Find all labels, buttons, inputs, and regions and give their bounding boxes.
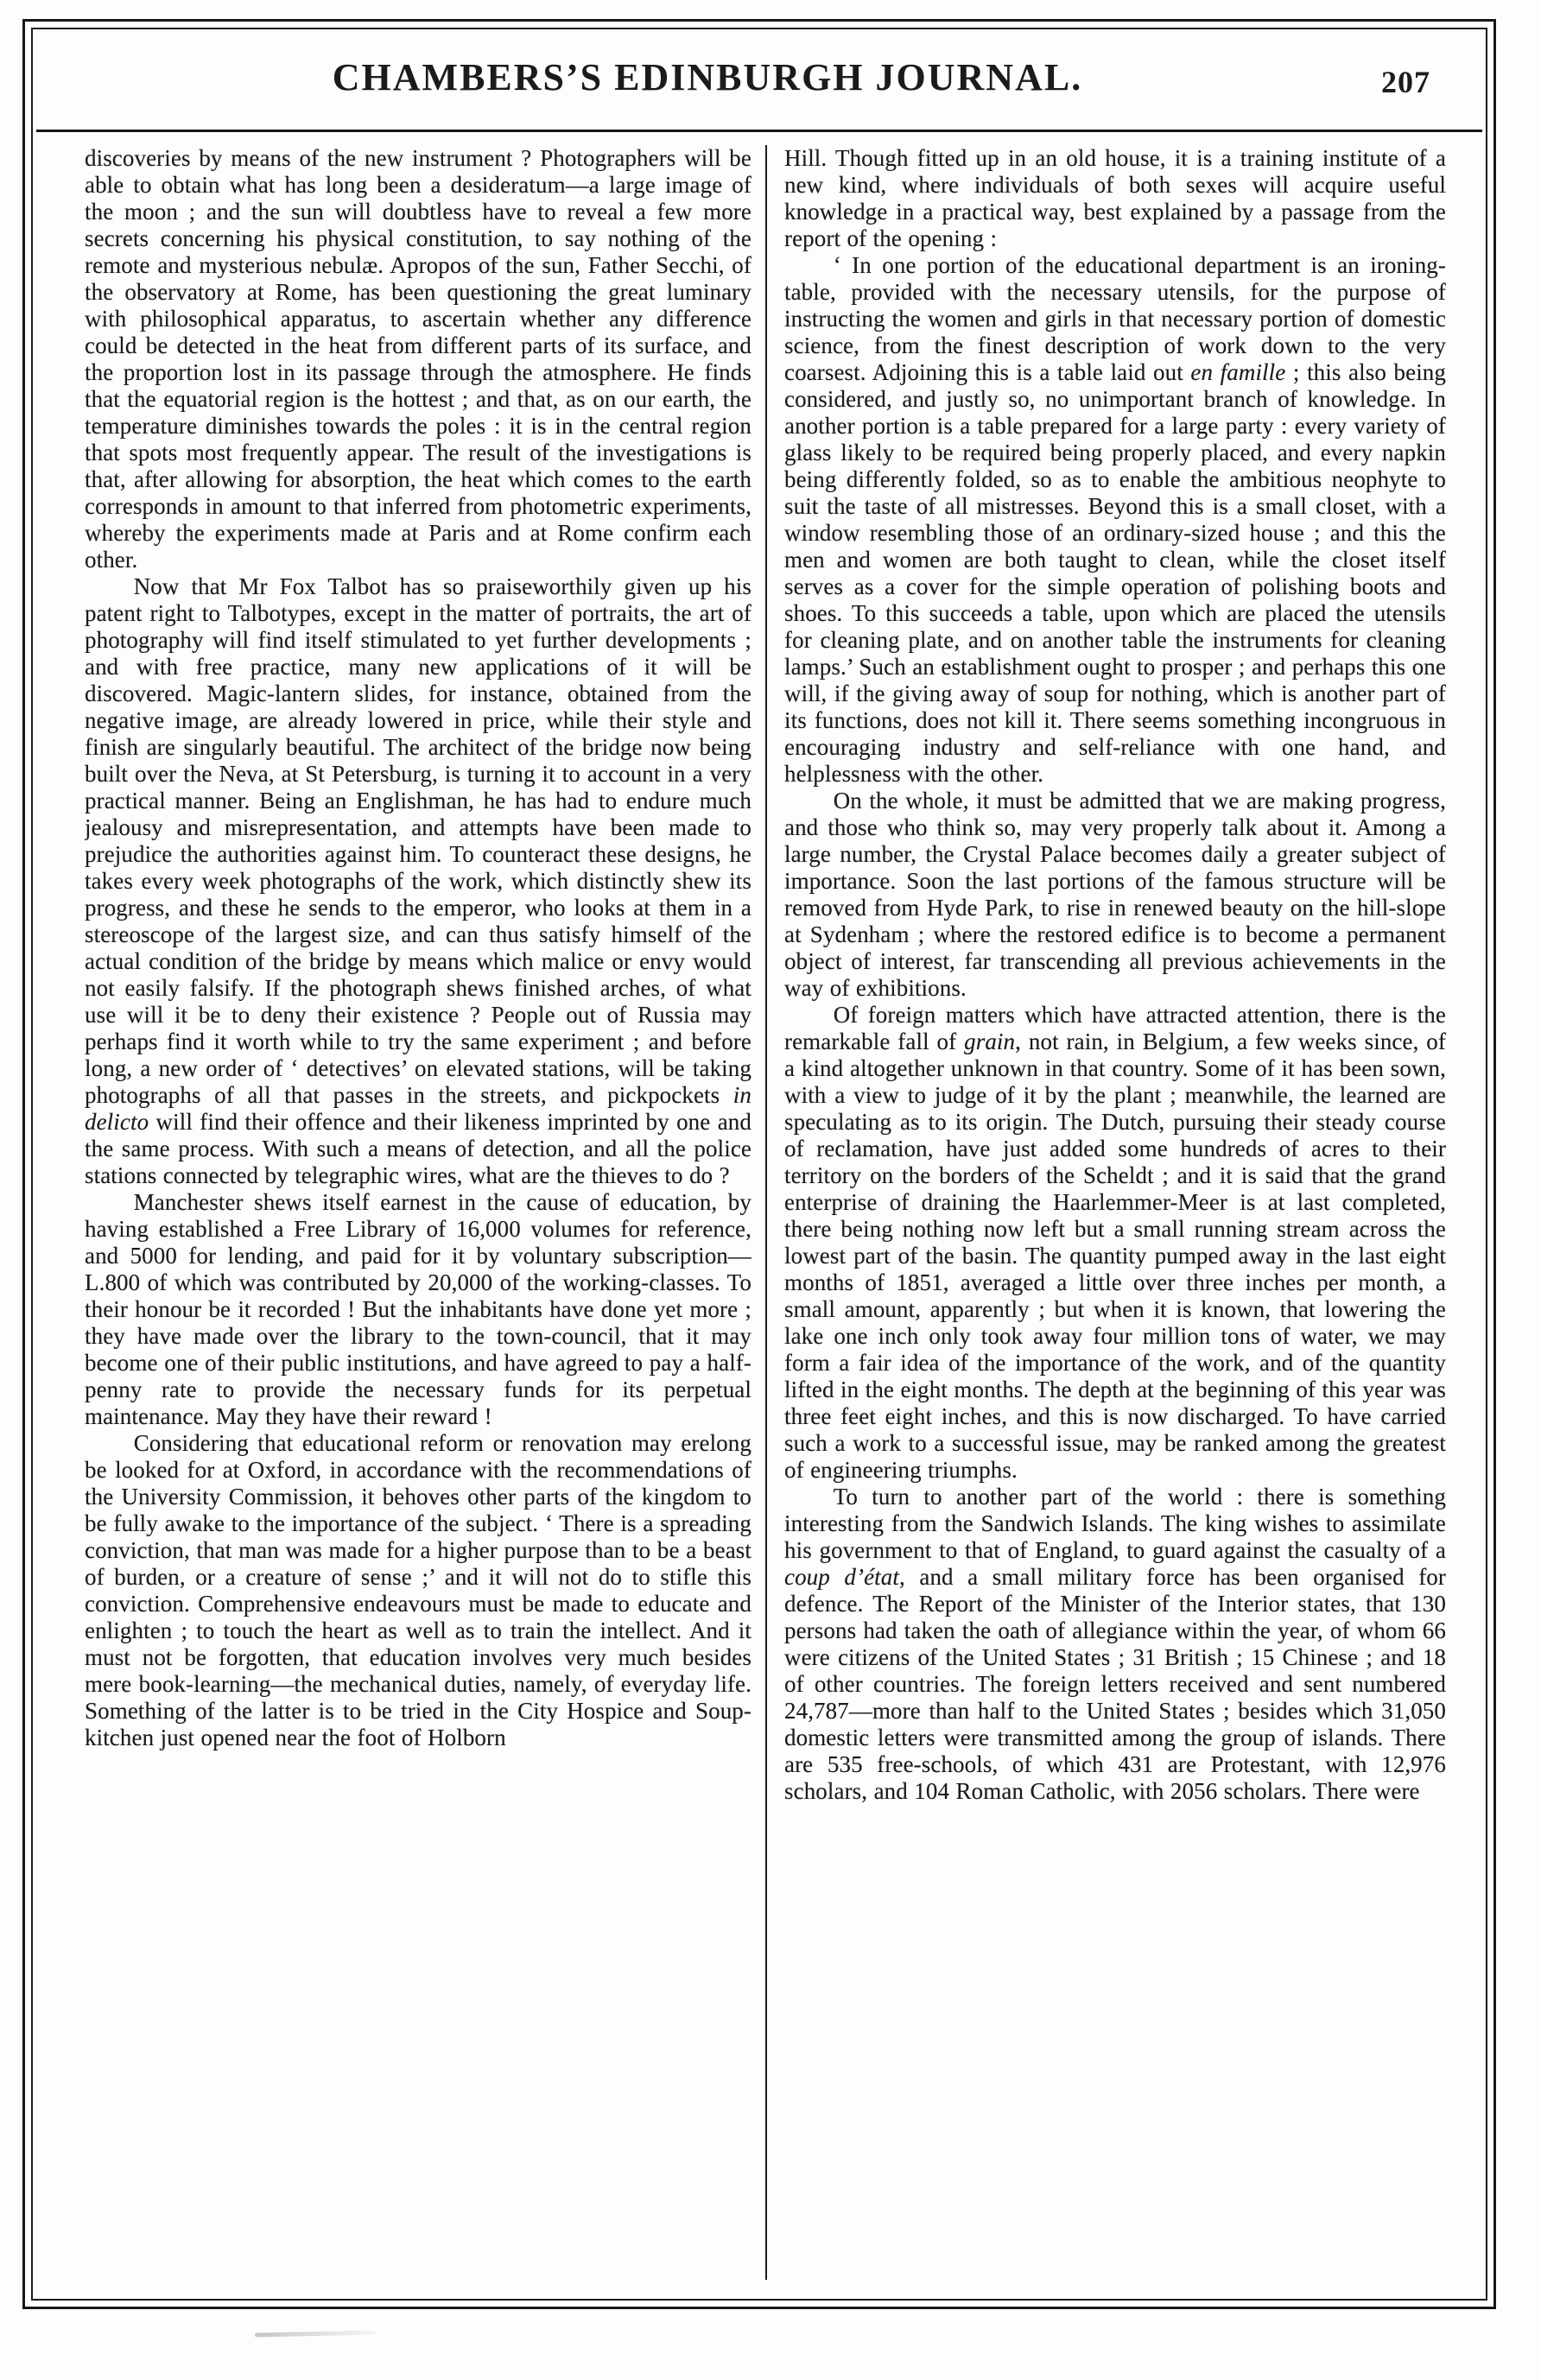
right-column <box>784 145 1446 2280</box>
page-inner <box>33 29 1486 2299</box>
text-segment: will find their offence and their likeness imprinted by one and the same process. With such a means of detection, and all the police stations connected by telegraphic wires, what are the thieves to do ? <box>85 1109 751 1188</box>
left-column <box>85 145 751 2280</box>
paragraph <box>85 1430 751 1751</box>
italic-text-segment: grain <box>964 1029 1016 1054</box>
text-segment: discoveries by means of the new instrument ? Photographers will be able to obtain what has long been a desideratum—a large image of the moon ; and the sun will doubtless have to reveal a few more secrets concerning his physical constitution, to say nothing of the remote and mysterious nebulæ. Apropos of the sun, Father Secchi, of the observatory at Rome, has been questioning the great luminary with philosophical apparatus, to ascertain whether any difference could be detected in the heat from different parts of its surface, and the proportion lost in its passage through the atmosphere. He finds that the equatorial region is the hottest ; and that, as on our earth, the temperature diminishes towards the poles : it is in the central region that spots most frequently appear. The result of the investigations is that, after allowing for absorption, the heat which comes to the earth corresponds in amount to that inferred from photometric experiments, whereby the experiments made at Paris and at Rome confirm each other. <box>85 145 751 573</box>
text-segment: Now that Mr Fox Talbot has so praiseworthily given up his patent right to Talbotypes, except in the matter of portraits, the art of photography will find itself stimulated to yet further developments ; and with free practice, many new applications of it will be discovered. Magic-lantern slides, for instance, obtained from the negative image, are already lowered in price, while their style and finish are singularly beautiful. The architect of the bridge now being built over the Neva, at St Petersburg, is turning it to account in a very practical manner. Being an Englishman, he has had to endure much jealousy and misrepresentation, and attempts have been made to prejudice the authorities against him. To counteract these designs, he takes every week photographs of the work, which distinctly shew its progress, and these he sends to the emperor, who looks at them in a stereoscope of the largest size, and can thus satisfy himself of the actual condition of the bridge by means which malice or envy would not easily falsify. If the photograph shews finished arches, of what use will it be to deny their existence ? People out of Russia may perhaps find it worth while to try the same experiment ; and before long, a new order of ‘ detectives’ on elevated stations, will be taking photographs of all that passes in the streets, and pickpockets <box>85 573 751 1108</box>
page-number: 207 <box>1381 65 1430 99</box>
text-columns <box>85 145 1446 2280</box>
paragraph <box>85 145 751 573</box>
italic-text-segment: in delicto <box>85 1082 751 1135</box>
paragraph <box>85 1189 751 1430</box>
text-segment: ; this also being considered, and justly so, no unimportant branch of knowledge. In another portion is a table prepared for a large party : every variety of glass likely to be required being properly placed, and every napkin being differently folded, so as to enable the ambitious neophyte to suit the taste of all mistresses. Beyond this is a small closet, with a window resembling those of an ordinary-sized house ; and this the men and women are both taught to clean, while the closet itself serves as a cover for the simple operation of polishing boots and shoes. To this succeeds a table, upon which are placed the utensils for cleaning plate, and on another table the instruments for cleaning lamps.’ Such an establishment ought to prosper ; and perhaps this one will, if the giving away of soup for nothing, which is another part of its functions, does not kill it. There seems something incongruous in encouraging industry and self-reliance with one hand, and helplessness with the other. <box>784 359 1446 787</box>
page-frame <box>22 19 1496 2309</box>
text-segment: Hill. Though fitted up in an old house, it is a training institute of a new kind, where individuals of both sexes will acquire useful knowledge in a practical way, best explained by a passage from the report of the opening : <box>784 145 1446 251</box>
paragraph <box>85 573 751 1189</box>
header-rule <box>36 130 1482 132</box>
scan-smudge <box>255 2331 376 2338</box>
text-segment: Manchester shews itself earnest in the cause of education, by having established a Free Library of 16,000 volumes for reference, and 5000 for lending, and paid for it by voluntary subscription—L.800 of which was contributed by 20,000 of the working-classes. To their honour be it recorded ! But the inhabitants have done yet more ; they have made over the library to the town-council, that it may become one of their public institutions, and have agreed to pay a half-penny rate to provide the necessary funds for its perpetual maintenance. May they have their reward ! <box>85 1189 751 1429</box>
paragraph <box>784 1484 1446 1805</box>
column-divider <box>765 145 767 2280</box>
text-segment: Of foreign matters which have attracted attention, there is the remarkable fall of <box>784 1002 1446 1054</box>
paragraph <box>784 1002 1446 1484</box>
italic-text-segment: coup d’état <box>784 1564 899 1590</box>
text-segment: , not rain, in Belgium, a few weeks since, of a kind altogether unknown in that country. Some of it has been sown, with a view to judge of it by the plant ; meanwhile, the learned are speculating as to its origin. The Dutch, pursuing their steady course of reclamation, have just added some hundreds of acres to their territory on the borders of the Scheldt ; and it is said that the grand enterprise of draining the Haarlemmer-Meer is at last completed, there being nothing now left but a small running stream across the lowest part of the basin. The quantity pumped away in the last eight months of 1851, averaged a little over three inches per month, a small amount, apparently ; but when it is known, that lowering the lake one inch only took away four million tons of water, we may form a fair idea of the importance of the work, and of the quantity lifted in the eight months. The depth at the beginning of this year was three feet eight inches, and this is now discharged. To have carried such a work to a successful issue, may be ranked among the greatest of engineering triumphs. <box>784 1029 1446 1483</box>
text-segment: , and a small military force has been organised for defence. The Report of the Minister of the Interior states, that 130 persons had taken the oath of allegiance within the year, of whom 66 were citizens of the United States ; 31 British ; 15 Chinese ; and 18 of other countries. The foreign letters received and sent numbered 24,787—more than half to the United States ; besides which 31,050 domestic letters were transmitted among the group of islands. There are 535 free-schools, of which 431 are Protestant, with 12,976 scholars, and 104 Roman Catholic, with 2056 scholars. There were <box>784 1564 1446 1804</box>
paragraph <box>784 788 1446 1002</box>
text-segment: Considering that educational reform or renovation may erelong be looked for at Oxford, in accordance with the recommendations of the University Commission, it behoves other parts of the kingdom to be fully awake to the importance of the subject. ‘ There is a spreading conviction, that man was made for a higher purpose than to be a beast of burden, or a creature of sense ;’ and it will not do to stifle this conviction. Comprehensive endeavours must be made to educate and enlighten ; to touch the heart as well as to train the intellect. And it must not be forgotten, that education involves very much besides mere book-learning—the mechanical duties, namely, of everyday life. Something of the latter is to be tried in the City Hospice and Soup-kitchen just opened near the foot of Holborn <box>85 1430 751 1750</box>
text-segment: ‘ In one portion of the educational department is an ironing-table, provided with the necessary utensils, for the purpose of instructing the women and girls in that necessary portion of domestic science, from the finest description of work down to the very coarsest. Adjoining this is a table laid out <box>784 252 1446 385</box>
italic-text-segment: en famille <box>1190 359 1286 385</box>
paragraph <box>784 145 1446 252</box>
text-segment: To turn to another part of the world : there is something interesting from the Sandwich Islands. The king wishes to assimilate his government to that of England, to guard against the casualty of a <box>784 1484 1446 1563</box>
paragraph <box>784 252 1446 788</box>
journal-title: CHAMBERS’S EDINBURGH JOURNAL. <box>332 56 1083 98</box>
text-segment: On the whole, it must be admitted that we are making progress, and those who think so, may very properly talk about it. Among a large number, the Crystal Palace becomes daily a greater subject of importance. Soon the last portions of the famous structure will be removed from Hyde Park, to rise in renewed beauty on the hill-slope at Sydenham ; where the restored edifice is to become a permanent object of interest, far transcending all previous achievements in the way of exhibitions. <box>784 788 1446 1001</box>
page-header <box>33 29 1486 130</box>
